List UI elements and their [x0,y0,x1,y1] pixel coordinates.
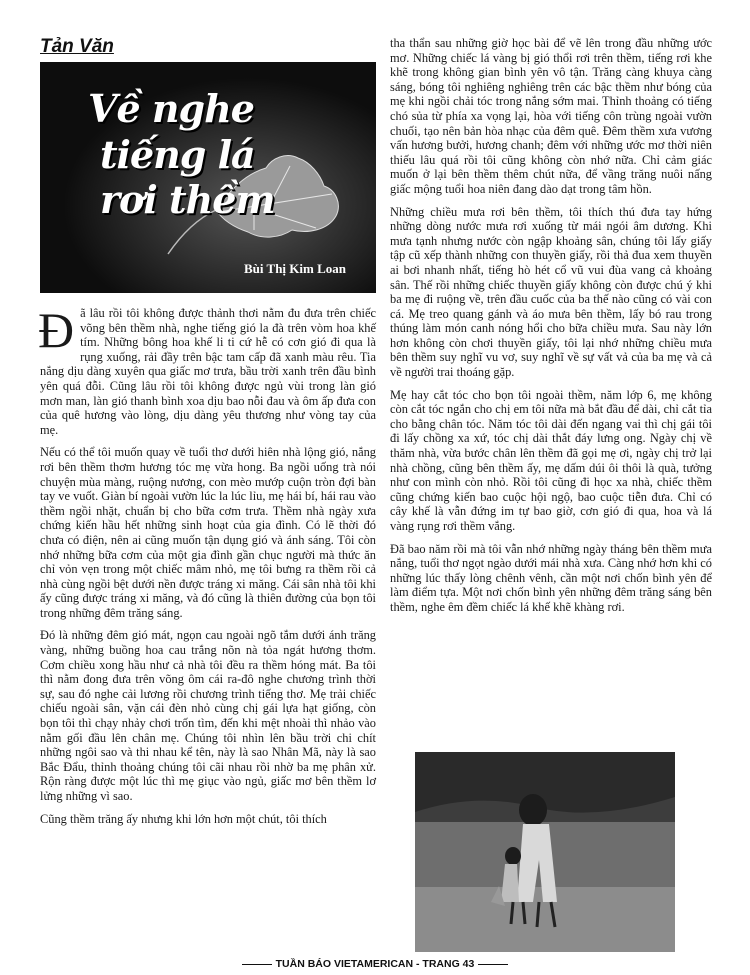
article-paragraph: Đó là những đêm gió mát, ngọn cau ngoài ngõ tắm dưới ánh trăng vàng, những buồng hoa cau trắng nõn nà tỏa ngát hương thơm. Cơm chiều xong hầu như cả nhà tôi đều ra thềm hóng mát. Ba tôi thì nằm đong đưa trên võng ôm cái ra-đô nghe chương trình thời sự, sau đó nghe cải lương rồi chương trình tiếng thơ. Mẹ trải chiếc chiếu ngoài sân, vặn cái đèn nhỏ cùng chị gái lựa hạt giống, còn bọn tôi thì chạy nhảy chơi trốn tìm, đến khi mệt nhoài thì nhảo vào nằm gối đầu lên chân mẹ. Chúng tôi nhìn lên bầu trời chi chít những ngôi sao và thi nhau kể tên, này là sao Nhân Mã, này là sao Bắc Đẩu, thỉnh thoảng chúng tôi cãi nhau rồi nhờ ba mẹ phân xử. Rộn ràng được một lúc thì mẹ giục vào ngủ, giấc mơ bên thềm lơ lửng những vì sao. [40,628,376,803]
author-name: Bùi Thị Kim Loan [244,261,346,276]
dropcap: Đ [38,302,75,358]
article-paragraph: tha thẩn sau những giờ học bài để vẽ lên trong đầu những ước mơ. Những chiếc lá vàng bị gió thổi rơi trên thềm, tiếng rơi khe khẽ trong không gian bình yên vô tận. Trăng càng khuya càng sáng, bóng tôi nghiêng nghiêng trên các bậc thềm như bóng của mẹ khi ngồi chải tóc trong nắng sớm mai. Thỉnh thoảng có tiếng chó sủa từ phía xa vọng lại, hòa với tiếng côn trùng ngoài vườn chuối, tạo nên bản hòa nhạc của đêm quê. Đêm thềm xưa vương vấn hương bưởi, hương chanh; đêm với những ước mơ thời niên thiếu lâu quá rồi tôi cũng không còn nhớ nữa. Chỉ cảm giác muốn ở lại bên thềm thêm chút nữa, để vầng trăng nuôi nấng giấc mộng tuổi hoa niên đang dào dạt trong tâm hồn. [390,36,712,196]
article-column-left [38,302,376,834]
footer-text: TUẦN BÁO VIETAMERICAN - TRANG 43 [275,958,475,970]
article-paragraph: Mẹ hay cắt tóc cho bọn tôi ngoài thềm, năm lớp 6, mẹ không còn cắt tóc ngắn cho chị em tôi nữa mà bắt đầu để dài, chỉ cắt tỉa cho bằng chân tóc. Năm tóc tôi dài đến ngang vai thì chị gái tôi đi lấy chồng xa xứ, tóc chị dài thắt đáy lưng ong. Ngày chị về thăm nhà, vừa bước chân lên thềm đã gọi mẹ ơi, ngày chị trở lại nhà chồng, cũng bên thềm ấy, mẹ dấm dúi ôi thôi là quà, tưởng như con mình còn nhỏ. Rồi tôi cũng đi học xa nhà, chiếc thềm cũng chứng kiến bao cuộc hội ngộ, bao cuộc tiễn đưa. Chỉ có cây khế là vẫn đứng im tự bao giờ, cơn gió đi qua, hoa và lá vàng rụng rơi thềm vắng. [390,387,712,533]
article-paragraph: Cũng thềm trăng ấy nhưng khi lớn hơn một chút, tôi thích [40,811,327,826]
article-photo [415,752,675,952]
article-column-right [390,36,712,623]
banner-title-line: Về nghe [88,86,254,131]
page-footer [0,958,750,970]
banner-title-line: rơi thềm [100,177,275,222]
article-paragraph: Những chiều mưa rơi bên thềm, tôi thích thú đưa tay hứng những dòng nước mưa rơi xuống từ mái ngói âm dương. Khi mưa tạnh nhưng nước còn ngập khoảng sân, chúng tôi lấy giấy tập cũ xếp thành những con thuyền giấy, rồi thả đua xem thuyền ai bơi nhanh nhất, tiếng hò hét cổ vũ vui đùa vang cả khoảng sân. Thế rồi những chiếc thuyền giấy không còn được chú ý khi ba mẹ đi ruộng về, trên đầu cuốc của ba thế nào cũng có vài con cá. Mẹ treo quang gánh và áo mưa bên thềm, lấy bó rau trong thúng làm món canh nóng hổi cho bữa chiều mưa. Sau này lớn hơn không còn chơi thuyền giấy, tôi lại nhớ những chiều mưa bên thềm suy nghĩ vu vơ, suy nghĩ về sự vất vả của ba mẹ và cả về người trai thoáng gặp. [390,204,712,380]
article-paragraph [38,302,376,437]
section-label: Tản Văn [40,36,114,57]
banner-title-line: tiếng lá [100,132,255,177]
title-banner [40,62,376,293]
article-paragraph: Nếu có thể tôi muốn quay về tuổi thơ dưới hiên nhà lộng gió, nắng rơi bên thềm thơm hương tóc mẹ vừa hong. Ba ngồi uống trà nói chuyện mùa màng, ruộng nương, con mèo mướp cuộn tròn đợi bàn tay ve vuốt. Giàn bí ngoài vườn lúc la lúc lỉu, mẹ hái bí, hái rau vào thềm ngồi nhặt, chuẩn bị cho bữa cơm trưa. Thềm nhà ngày xưa chứng kiến hầu hết những sinh hoạt của gia đình. Có lẽ thời đó chưa có điện, nên ai cũng muốn tận dụng gió và ánh sáng. Tôi còn nhớ những bữa cơm của một gia đình gần chục người mà thức ăn chỉ vỏn vẹn trong một chiếc mâm nhỏ, mẹ tôi bưng ra thềm rồi cả nhà cùng ngồi bệt dưới nền được tráng xi măng. Cái sân nhà tôi khi ấy cũng được tráng xi măng, và đó cũng là thiên đường của bọn tôi trong những đêm trăng sáng. [40,445,376,620]
article-paragraph: Đã bao năm rồi mà tôi vẫn nhớ những ngày tháng bên thềm mưa nắng, tuổi thơ ngọt ngào dưới mái nhà xưa. Càng nhớ hơn khi có những lúc thấy lòng chênh vênh, cần một nơi chốn bình yên để làm điểm tựa. Một nơi chốn bình yên những đêm trăng sáng bên thềm, nghe êm đềm chiếc lá khế khẽ khàng rơi. [390,541,712,614]
paragraph-text: ã lâu rồi tôi không được thảnh thơi nằm đu đưa trên chiếc võng bên thềm nhà, nghe tiếng gió la đà trên vòm hoa khế tím. Những bông hoa khế li ti cứ hễ có cơn gió đi qua là rụng xuống, rải đầy trên bậc tam cấp đã xanh màu rêu. Tia nắng dịu dàng xuyên qua giấc mơ trưa, bầu trời xanh trên đầu bình yên quá đỗi. Cũng lâu rồi tôi không được ngủ vùi trong làn gió mơn man, làn gió thanh bình xoa dịu bao nỗi đau và ôm ấp đưa con của quê hương vào lòng, dịu dàng yêu thương như vòng tay của mẹ. [40,306,376,437]
